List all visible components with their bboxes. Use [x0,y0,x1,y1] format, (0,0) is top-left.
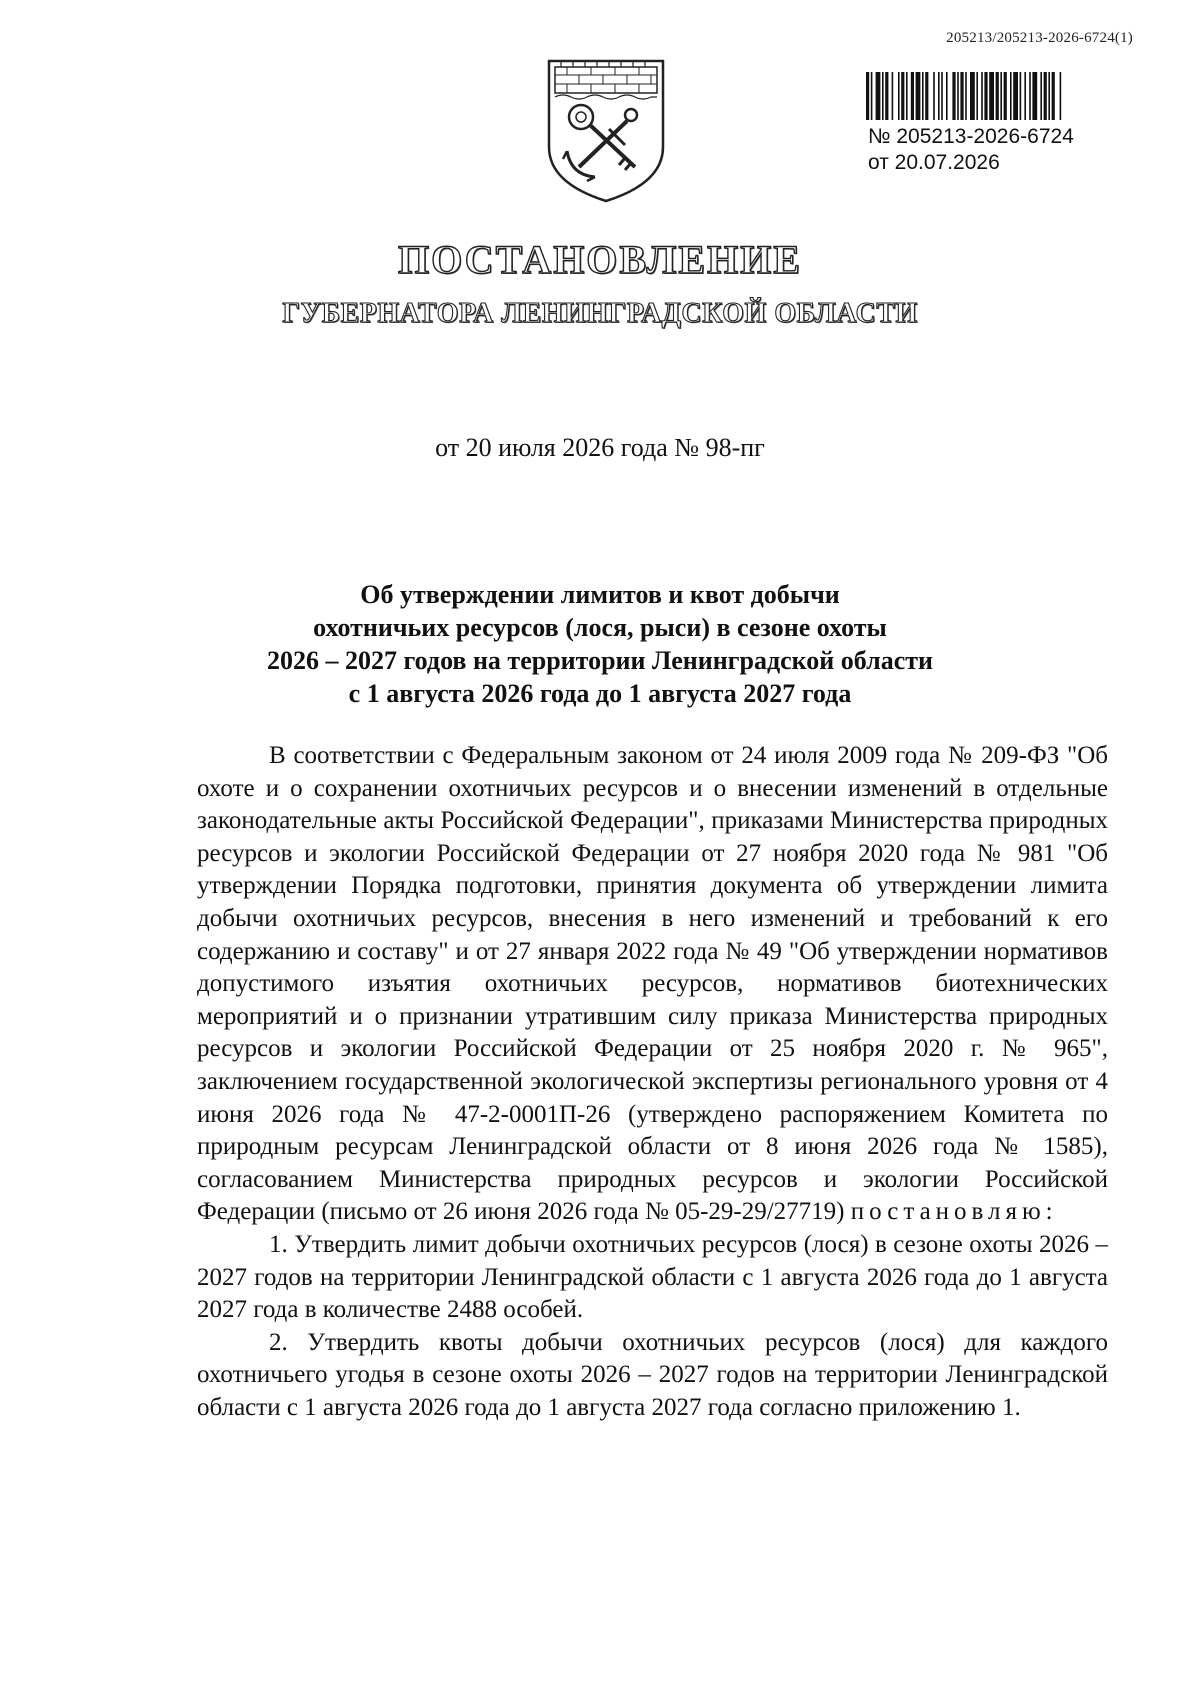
subject-line: 2026 – 2027 годов на территории Ленинградской области [267,646,933,675]
decree-subject [0,578,1200,710]
decree-item: 2. Утвердить квоты добычи охотничьих ресурсов (лося) для каждого охотничьего угодья в сезоне охоты 2026 – 2027 годов на территории Ленинградской области с 1 августа 2026 года до 1 августа 2027 года согласно приложению 1. [197,1328,1108,1421]
subject-line: с 1 августа 2026 года до 1 августа 2027 года [348,679,852,708]
subject-line: охотничьих ресурсов (лося, рыси) в сезоне охоты [313,613,887,642]
document-reference-number: 205213/205213-2026-6724(1) [946,30,1133,46]
document-title: ПОСТАНОВЛЕНИЕ [398,237,802,282]
registration-block [868,124,1074,176]
barcode-image [866,72,1130,120]
decree-word: постановляю: [850,1198,1058,1226]
decree-date-number: от 20 июля 2026 года № 98-пг [435,433,765,462]
preamble-paragraph [197,740,1108,1229]
registration-date: от 20.07.2026 [868,151,1000,174]
decree-body [197,740,1108,1424]
subject-line: Об утверждении лимитов и квот добычи [360,580,840,609]
registration-number: № 205213-2026-6724 [868,125,1074,148]
coat-of-arms-icon [543,55,669,205]
decree-item: 1. Утвердить лимит добычи охотничьих ресурсов (лося) в сезоне охоты 2026 – 2027 годов на территории Ленинградской области с 1 августа 2026 года до 1 августа 2027 года в количестве 2488 особей. [197,1230,1108,1324]
preamble-text: В соответствии с Федеральным законом от 24 июля 2009 года № 209-ФЗ "Об охоте и о сохранении охотничьих ресурсов и о внесении изменений в отдельные законодательные акты Российской Федерации", приказами Министерства природных ресурсов и экологии Российской Федерации от 27 ноября 2020 года № 981 "Об утверждении Порядка подготовки, принятия документа об утверждении лимита добычи охотничьих ресурсов, внесения в него изменений и требований к его содержанию и составу" и от 27 января 2022 года № 49 "Об утверждении нормативов допустимого изъятия охотничьих ресурсов, нормативов биотехнических мероприятий и о признании утратившим силу приказа Министерства природных ресурсов и экологии Российской Федерации от 25 ноября 2020 г. № 965", заключением государственной экологической экспертизы регионального уровня от 4 июня 2026 года № 47-2-0001П-26 (утверждено распоряжением Комитета по природным ресурсам Ленинградской области от 8 июня 2026 года № 1585), согласованием Министерства природных ресурсов и экологии Российской Федерации (письмо от 26 июня 2026 года № 05-29-29/27719) [197,742,1108,1226]
coat-of-arms-emblem [543,55,669,205]
document-authority: ГУБЕРНАТОРА ЛЕНИНГРАДСКОЙ ОБЛАСТИ [282,298,918,329]
